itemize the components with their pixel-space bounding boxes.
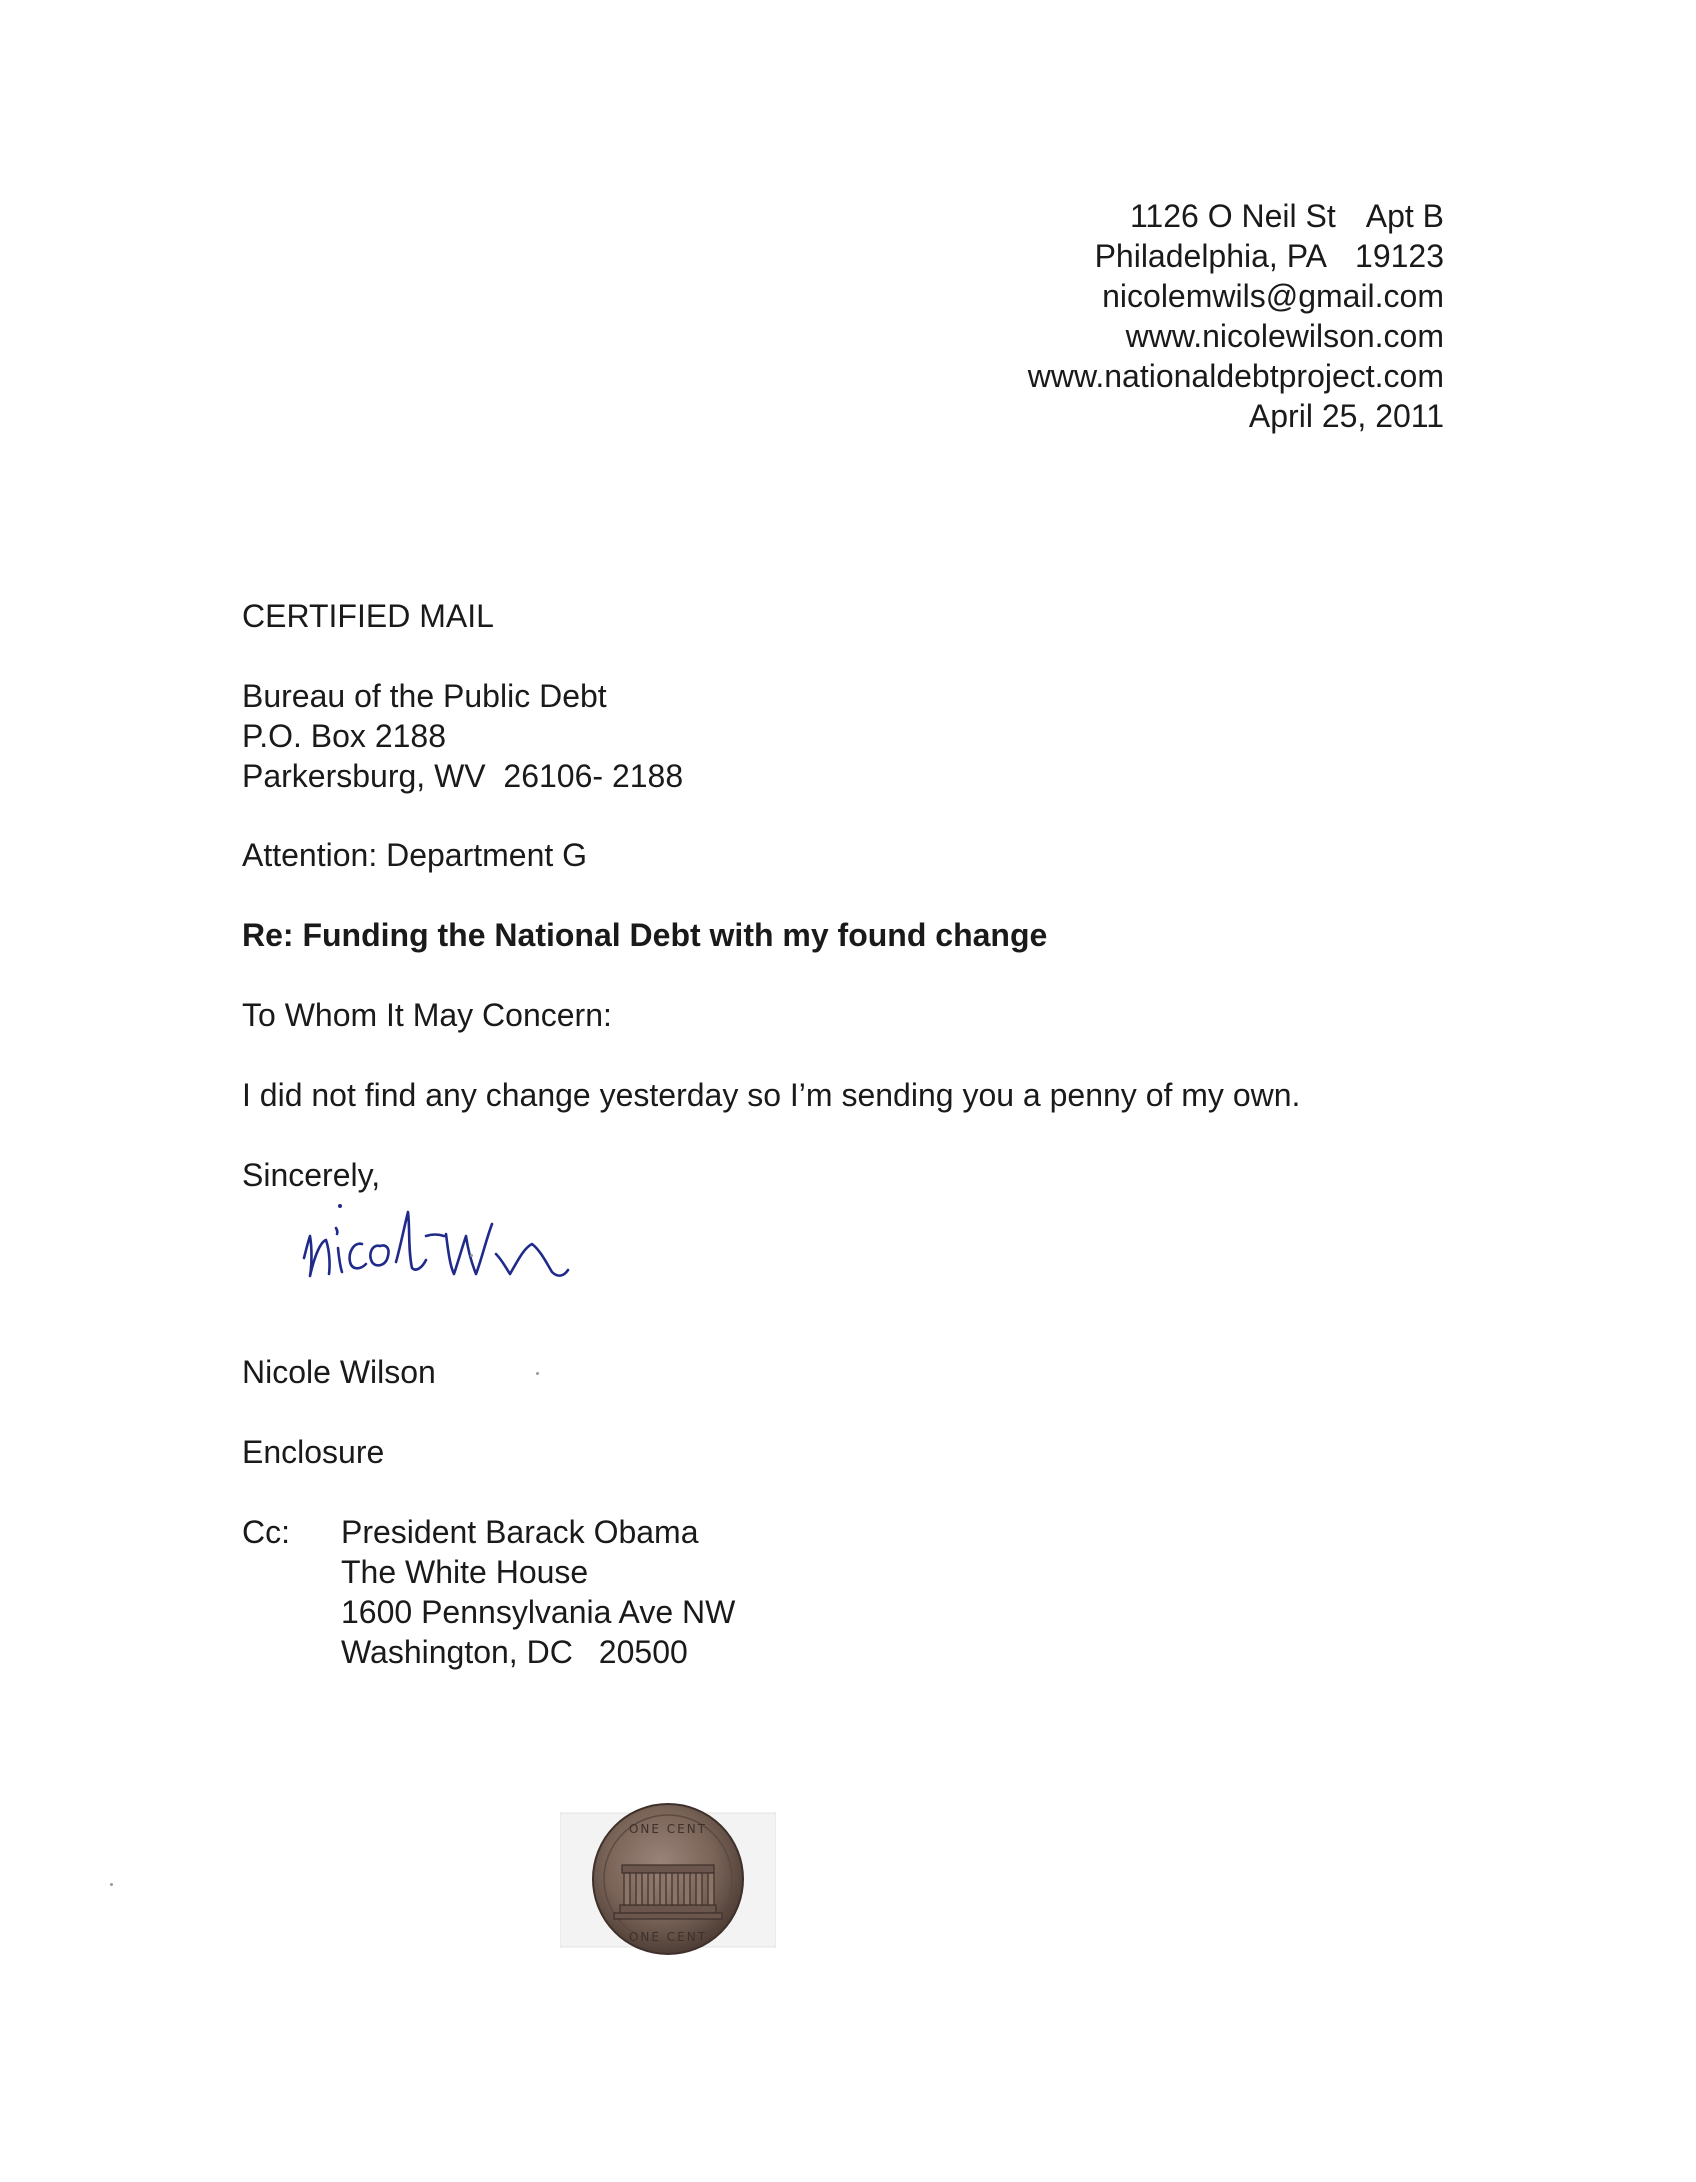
cc-zip: 20500 <box>598 1634 688 1670</box>
cc-city-line <box>341 1632 735 1672</box>
sender-zip: 19123 <box>1355 238 1444 274</box>
sender-city-line <box>1028 236 1444 276</box>
cc-name: President Barack Obama <box>341 1514 699 1550</box>
scan-speck <box>110 1883 113 1886</box>
signer-name: Nicole Wilson <box>242 1354 436 1390</box>
handwritten-signature <box>296 1192 646 1302</box>
scan-speck <box>536 1372 539 1375</box>
penny-bottom-text: ONE CENT <box>628 1930 708 1944</box>
subject-line: Re: Funding the National Debt with my found change <box>242 917 1048 953</box>
closing: Sincerely, <box>242 1157 381 1193</box>
sender-street: 1126 O Neil St <box>1130 198 1336 234</box>
sender-email: nicolemwils@gmail.com <box>1102 278 1444 314</box>
salutation: To Whom It May Concern: <box>242 997 612 1033</box>
sender-city-state: Philadelphia, PA <box>1094 238 1328 274</box>
cc-organization: The White House <box>341 1554 589 1590</box>
recipient-address-block <box>242 676 683 796</box>
enclosure-label: Enclosure <box>242 1434 385 1470</box>
cc-street: 1600 Pennsylvania Ave NW <box>341 1594 736 1630</box>
penny-coin-image <box>560 1795 776 1960</box>
delivery-method: CERTIFIED MAIL <box>242 598 494 634</box>
sender-address-block <box>1028 196 1444 436</box>
cc-label: Cc: <box>242 1514 290 1550</box>
scan-speck <box>470 1254 473 1257</box>
sender-website-personal: www.nicolewilson.com <box>1125 318 1444 354</box>
body-paragraph: I did not find any change yesterday so I’m sending you a penny of my own. <box>242 1077 1301 1113</box>
cc-city-state: Washington, DC <box>341 1634 573 1670</box>
recipient-city-line: Parkersburg, WV 26106- 2188 <box>242 758 684 794</box>
sender-apt: Apt B <box>1365 198 1444 234</box>
cc-address-block <box>341 1512 735 1672</box>
letter-date: April 25, 2011 <box>1248 398 1444 434</box>
recipient-po-box: P.O. Box 2188 <box>242 718 446 754</box>
sender-street-line <box>1028 196 1444 236</box>
recipient-name: Bureau of the Public Debt <box>242 678 607 714</box>
penny-top-text: ONE CENT <box>628 1822 708 1836</box>
sender-website-project: www.nationaldebtproject.com <box>1027 358 1444 394</box>
attention-line: Attention: Department G <box>242 837 588 873</box>
